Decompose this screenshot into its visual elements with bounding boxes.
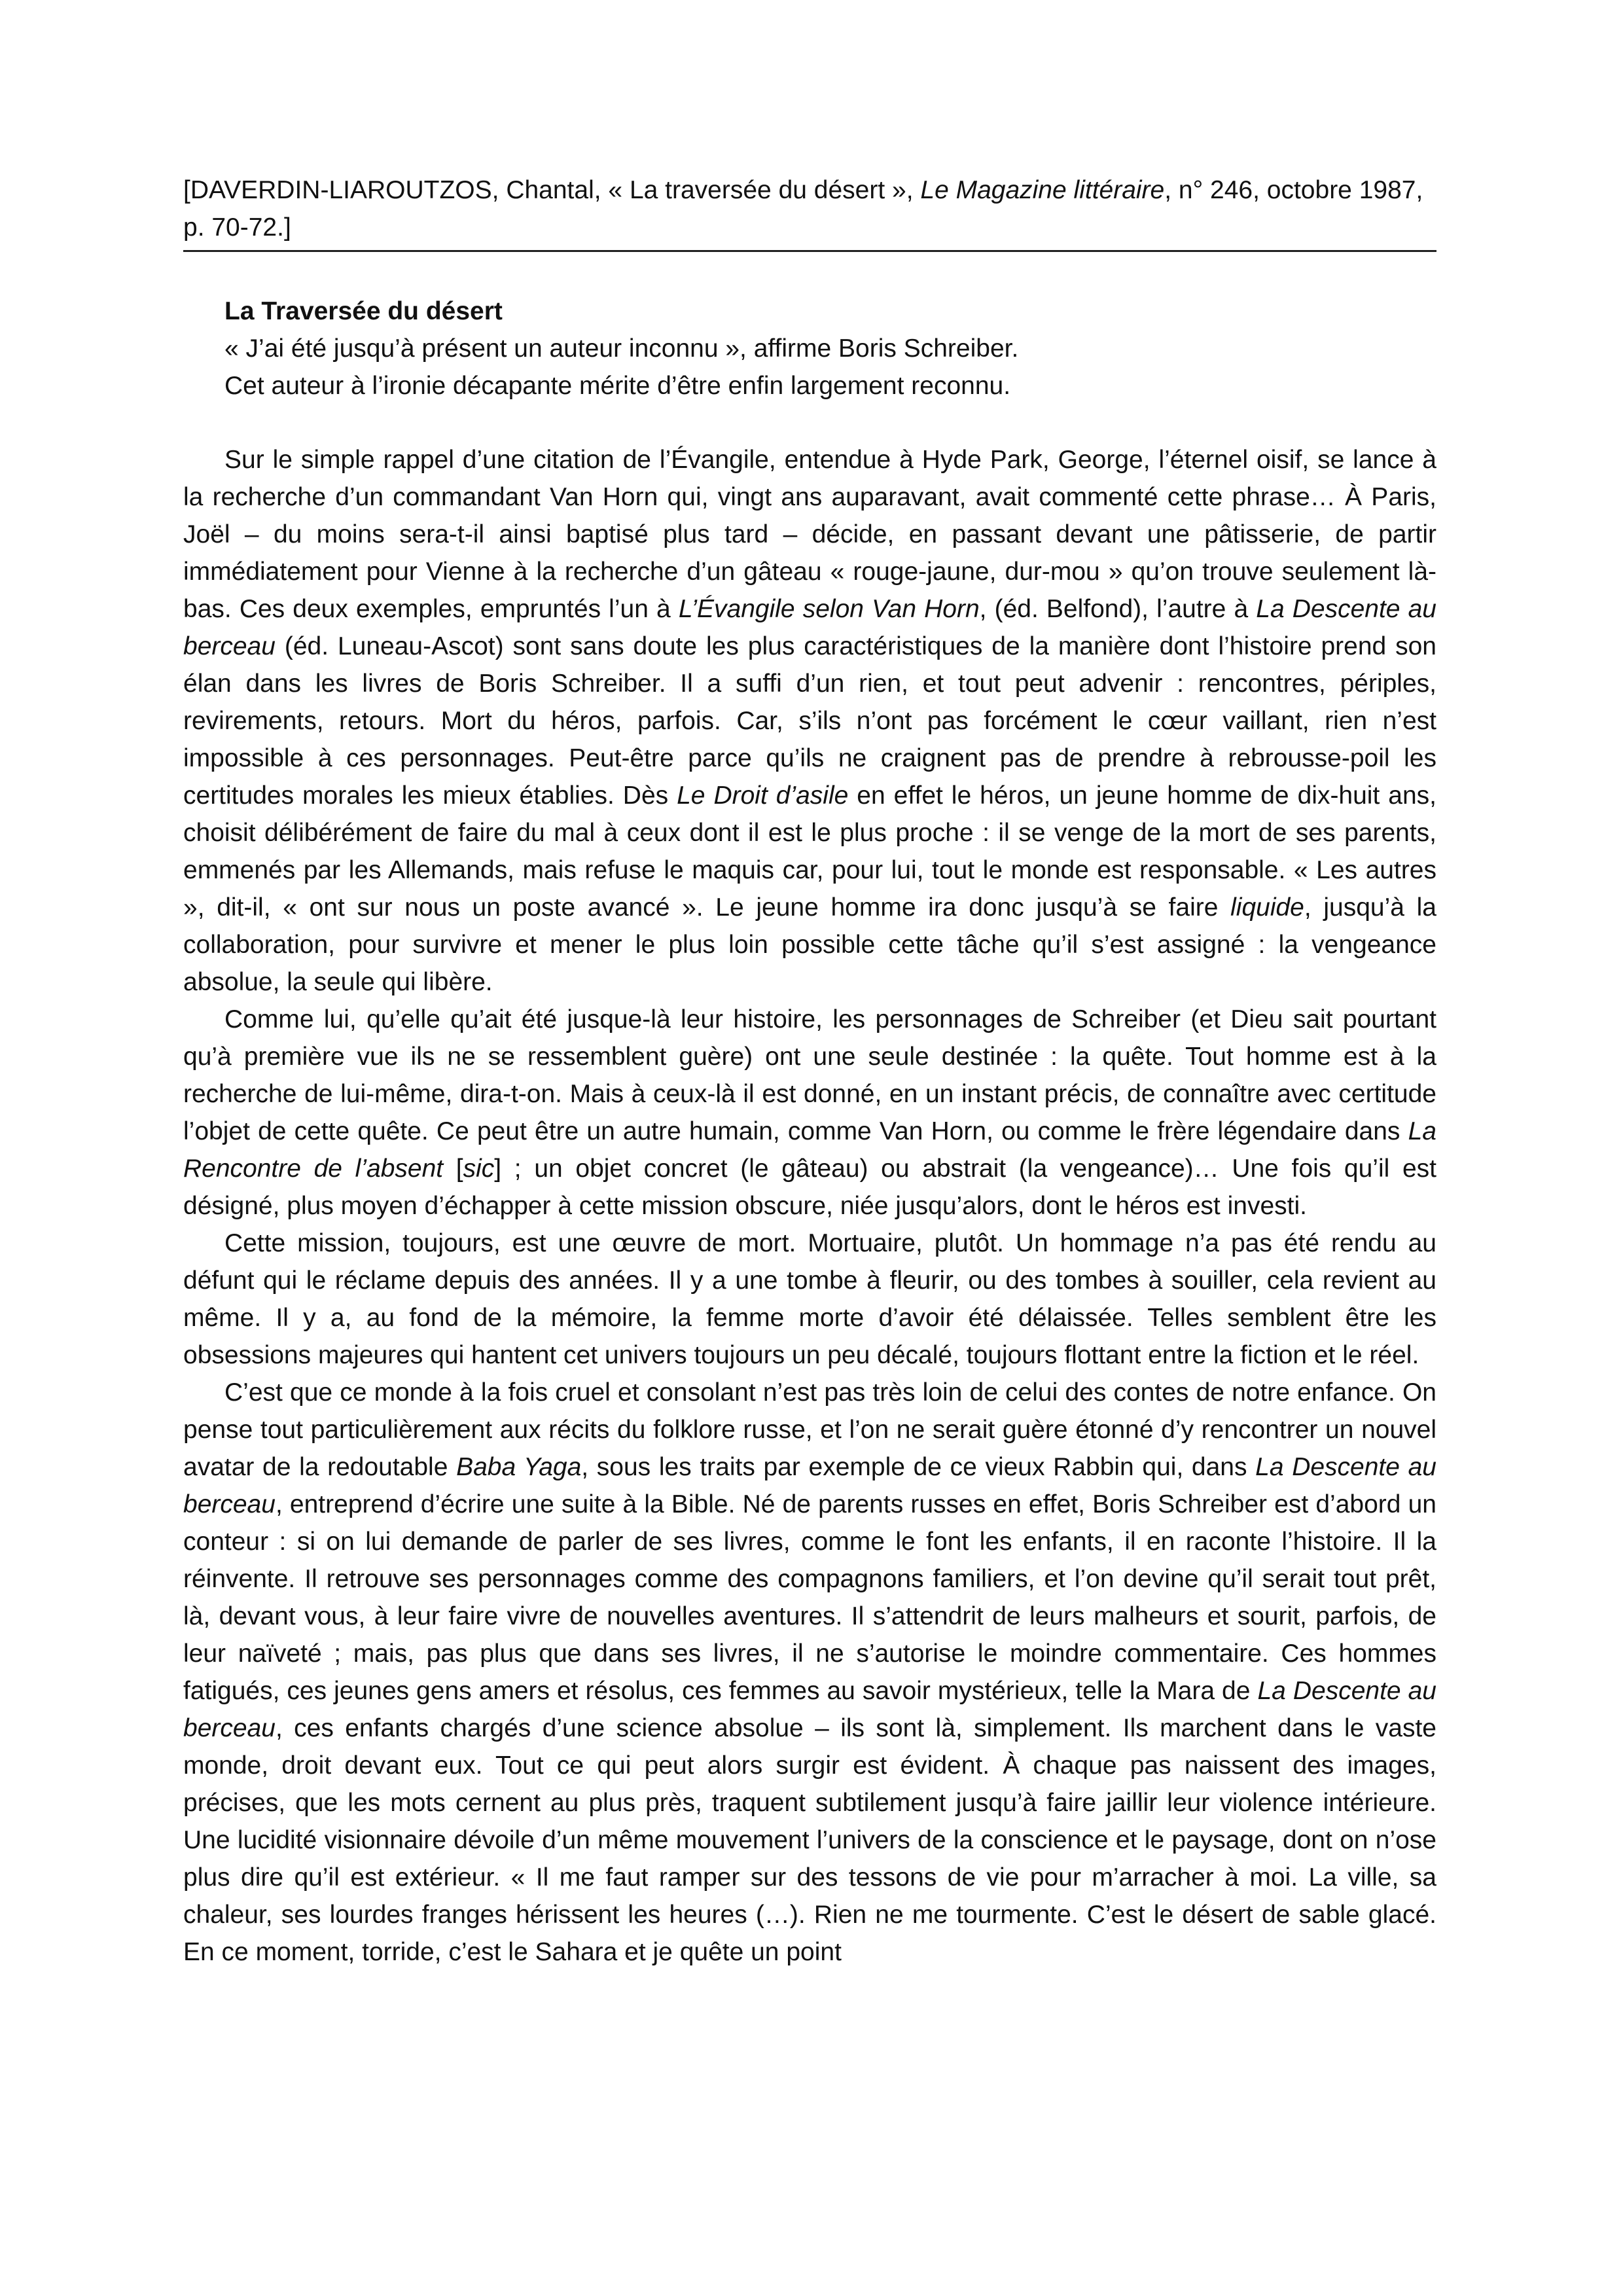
- paragraph-4-text-a: C’est que ce monde à la fois cruel et consolant n’est pas très loin de celui des contes de notre enfance. On pense tout particulièrement aux récits du folklore russe, et l’on ne serait guère étonné d’y rencontrer un nouvel avatar de la redoutable: [183, 1378, 1436, 1481]
- emphasis-sic: sic: [463, 1155, 495, 1183]
- paragraph-4-text-c: , entreprend d’écrire une suite à la Bible. Né de parents russes en effet, Boris Schreiber est d’abord un conteur : si on lui demande de parler de ses livres, comme le font les enfants, il en raconte l’histoire. Il la réinvente. Il retrouve ses personnages comme des compagnons familiers, et l’on devine qu’il serait tout prêt, là, devant vous, à leur faire vivre de nouvelles aventures. Il s’attendrit de leurs malheurs et sourit, parfois, de leur naïveté ; mais, pas plus que dans ses livres, il ne s’autorise le moindre commentaire. Ces hommes fatigués, ces jeunes gens amers et résolus, ces femmes au savoir mystérieux, telle la Mara de: [183, 1490, 1436, 1705]
- article-title: La Traversée du désert: [224, 297, 503, 325]
- citation-author-title: [DAVERDIN-LIAROUTZOS, Chantal, « La traversée du désert »,: [183, 176, 921, 204]
- paragraph-1-text-e: , jusqu’à la collaboration, pour survivre et mener le plus loin possible cette tâche qu’il s’est assigné : la vengeance absolue, la seule qui libère.: [183, 893, 1436, 996]
- book-title-droit-asile: Le Droit d’asile: [677, 781, 849, 810]
- paragraph-1-text-d: en effet le héros, un jeune homme de dix-huit ans, choisit délibérément de faire du mal à ceux dont il est le plus proche : il se venge de la mort de ses parents, emmenés par les Allemands, mais refuse le maquis car, pour lui, tout le monde est responsable. « Les autres », dit-il, « ont sur nous un poste avancé ». Le jeune homme ira donc jusqu’à se faire: [183, 781, 1436, 922]
- book-title-descente-berceau: La Descente au berceau: [183, 595, 1436, 660]
- article-header: [183, 293, 1436, 404]
- article-lead-line-1: « J’ai été jusqu’à présent un auteur inconnu », affirme Boris Schreiber.: [224, 334, 1019, 363]
- article-lead-line-2: Cet auteur à l’ironie décapante mérite d’être enfin largement reconnu.: [224, 372, 1011, 400]
- paragraph-2-text-b: [: [443, 1155, 463, 1183]
- paragraph-1-text-a: Sur le simple rappel d’une citation de l’Évangile, entendue à Hyde Park, George, l’éternel oisif, se lance à la recherche d’un commandant Van Horn qui, vingt ans auparavant, avait commenté cette phrase… À Paris, Joël – du moins sera-t-il ainsi baptisé plus tard – décide, en passant devant une pâtisserie, de partir immédiatement pour Vienne à la recherche d’un gâteau « rouge-jaune, dur-mou » qu’on trouve seulement là-bas. Ces deux exemples, empruntés l’un à: [183, 446, 1436, 623]
- paragraph-2-text-c: ] ; un objet concret (le gâteau) ou abstrait (la vengeance)… Une fois qu’il est désigné, plus moyen d’échapper à cette mission obscure, niée jusqu’alors, dont le héros est investi.: [183, 1155, 1436, 1220]
- paragraph-2-text-a: Comme lui, qu’elle qu’ait été jusque-là leur histoire, les personnages de Schreiber (et Dieu sait pourtant qu’à première vue ils ne se ressemblent guère) ont une seule destinée : la quête. Tout homme est à la recherche de lui-même, dira-t-on. Mais à ceux-là il est donné, en un instant précis, de connaître avec certitude l’objet de cette quête. Ce peut être un autre humain, comme Van Horn, ou comme le frère légendaire dans: [183, 1005, 1436, 1145]
- book-title-rencontre-absent: La Rencontre de l’absent: [183, 1117, 1436, 1183]
- emphasis-baba-yaga: Baba Yaga: [456, 1453, 582, 1481]
- book-title-evangile-van-horn: L’Évangile selon Van Horn: [678, 595, 980, 623]
- paragraph-3-text: Cette mission, toujours, est une œuvre de mort. Mortuaire, plutôt. Un hommage n’a pas été rendu au défunt qui le réclame depuis des années. Il y a une tombe à fleurir, ou des tombes à souiller, cela revient au même. Il y a, au fond de la mémoire, la femme morte d’avoir été délaissée. Telles semblent être les obsessions majeures qui hantent cet univers toujours un peu décalé, toujours flottant entre la fiction et le réel.: [183, 1229, 1436, 1369]
- bibliographic-citation: [183, 171, 1436, 252]
- paragraph-1: [183, 441, 1436, 1001]
- article-body: [183, 441, 1436, 1971]
- paragraph-2: [183, 1001, 1436, 1225]
- citation-issue-pages: , n° 246, octobre 1987, p. 70-72.]: [183, 176, 1423, 242]
- emphasis-liquide: liquide: [1230, 893, 1304, 922]
- book-title-descente-berceau-3: La Descente au berceau: [183, 1677, 1436, 1742]
- paragraph-4-text-b: , sous les traits par exemple de ce vieux Rabbin qui, dans: [581, 1453, 1256, 1481]
- citation-journal: Le Magazine littéraire: [920, 176, 1165, 204]
- document-page: [183, 171, 1436, 1971]
- book-title-descente-berceau-2: La Descente au berceau: [183, 1453, 1436, 1518]
- paragraph-4-text-d: , ces enfants chargés d’une science absolue – ils sont là, simplement. Ils marchent dans le vaste monde, droit devant eux. Tout ce qui peut alors surgir est évident. À chaque pas naissent des images, précises, que les mots cernent au plus près, traquent subtilement jusqu’à faire jaillir leur violence intérieure. Une lucidité visionnaire dévoile d’un même mouvement l’univers de la conscience et le paysage, dont on n’ose plus dire qu’il est extérieur. « Il me faut ramper sur des tessons de vie pour m’arracher à moi. La ville, sa chaleur, ses lourdes franges hérissent les heures (…). Rien ne me tourmente. C’est le désert de sable glacé. En ce moment, torride, c’est le Sahara et je quête un point: [183, 1714, 1436, 1966]
- paragraph-1-text-c: (éd. Luneau-Ascot) sont sans doute les plus caractéristiques de la manière dont l’histoire prend son élan dans les livres de Boris Schreiber. Il a suffi d’un rien, et tout peut advenir : rencontres, périples, revirements, retours. Mort du héros, parfois. Car, s’ils n’ont pas forcément le cœur vaillant, rien n’est impossible à ces personnages. Peut-être parce qu’ils ne craignent pas de prendre à rebrousse-poil les certitudes morales les mieux établies. Dès: [183, 632, 1436, 810]
- paragraph-1-text-b: , (éd. Belfond), l’autre à: [979, 595, 1257, 623]
- paragraph-3: [183, 1225, 1436, 1374]
- paragraph-4: [183, 1374, 1436, 1971]
